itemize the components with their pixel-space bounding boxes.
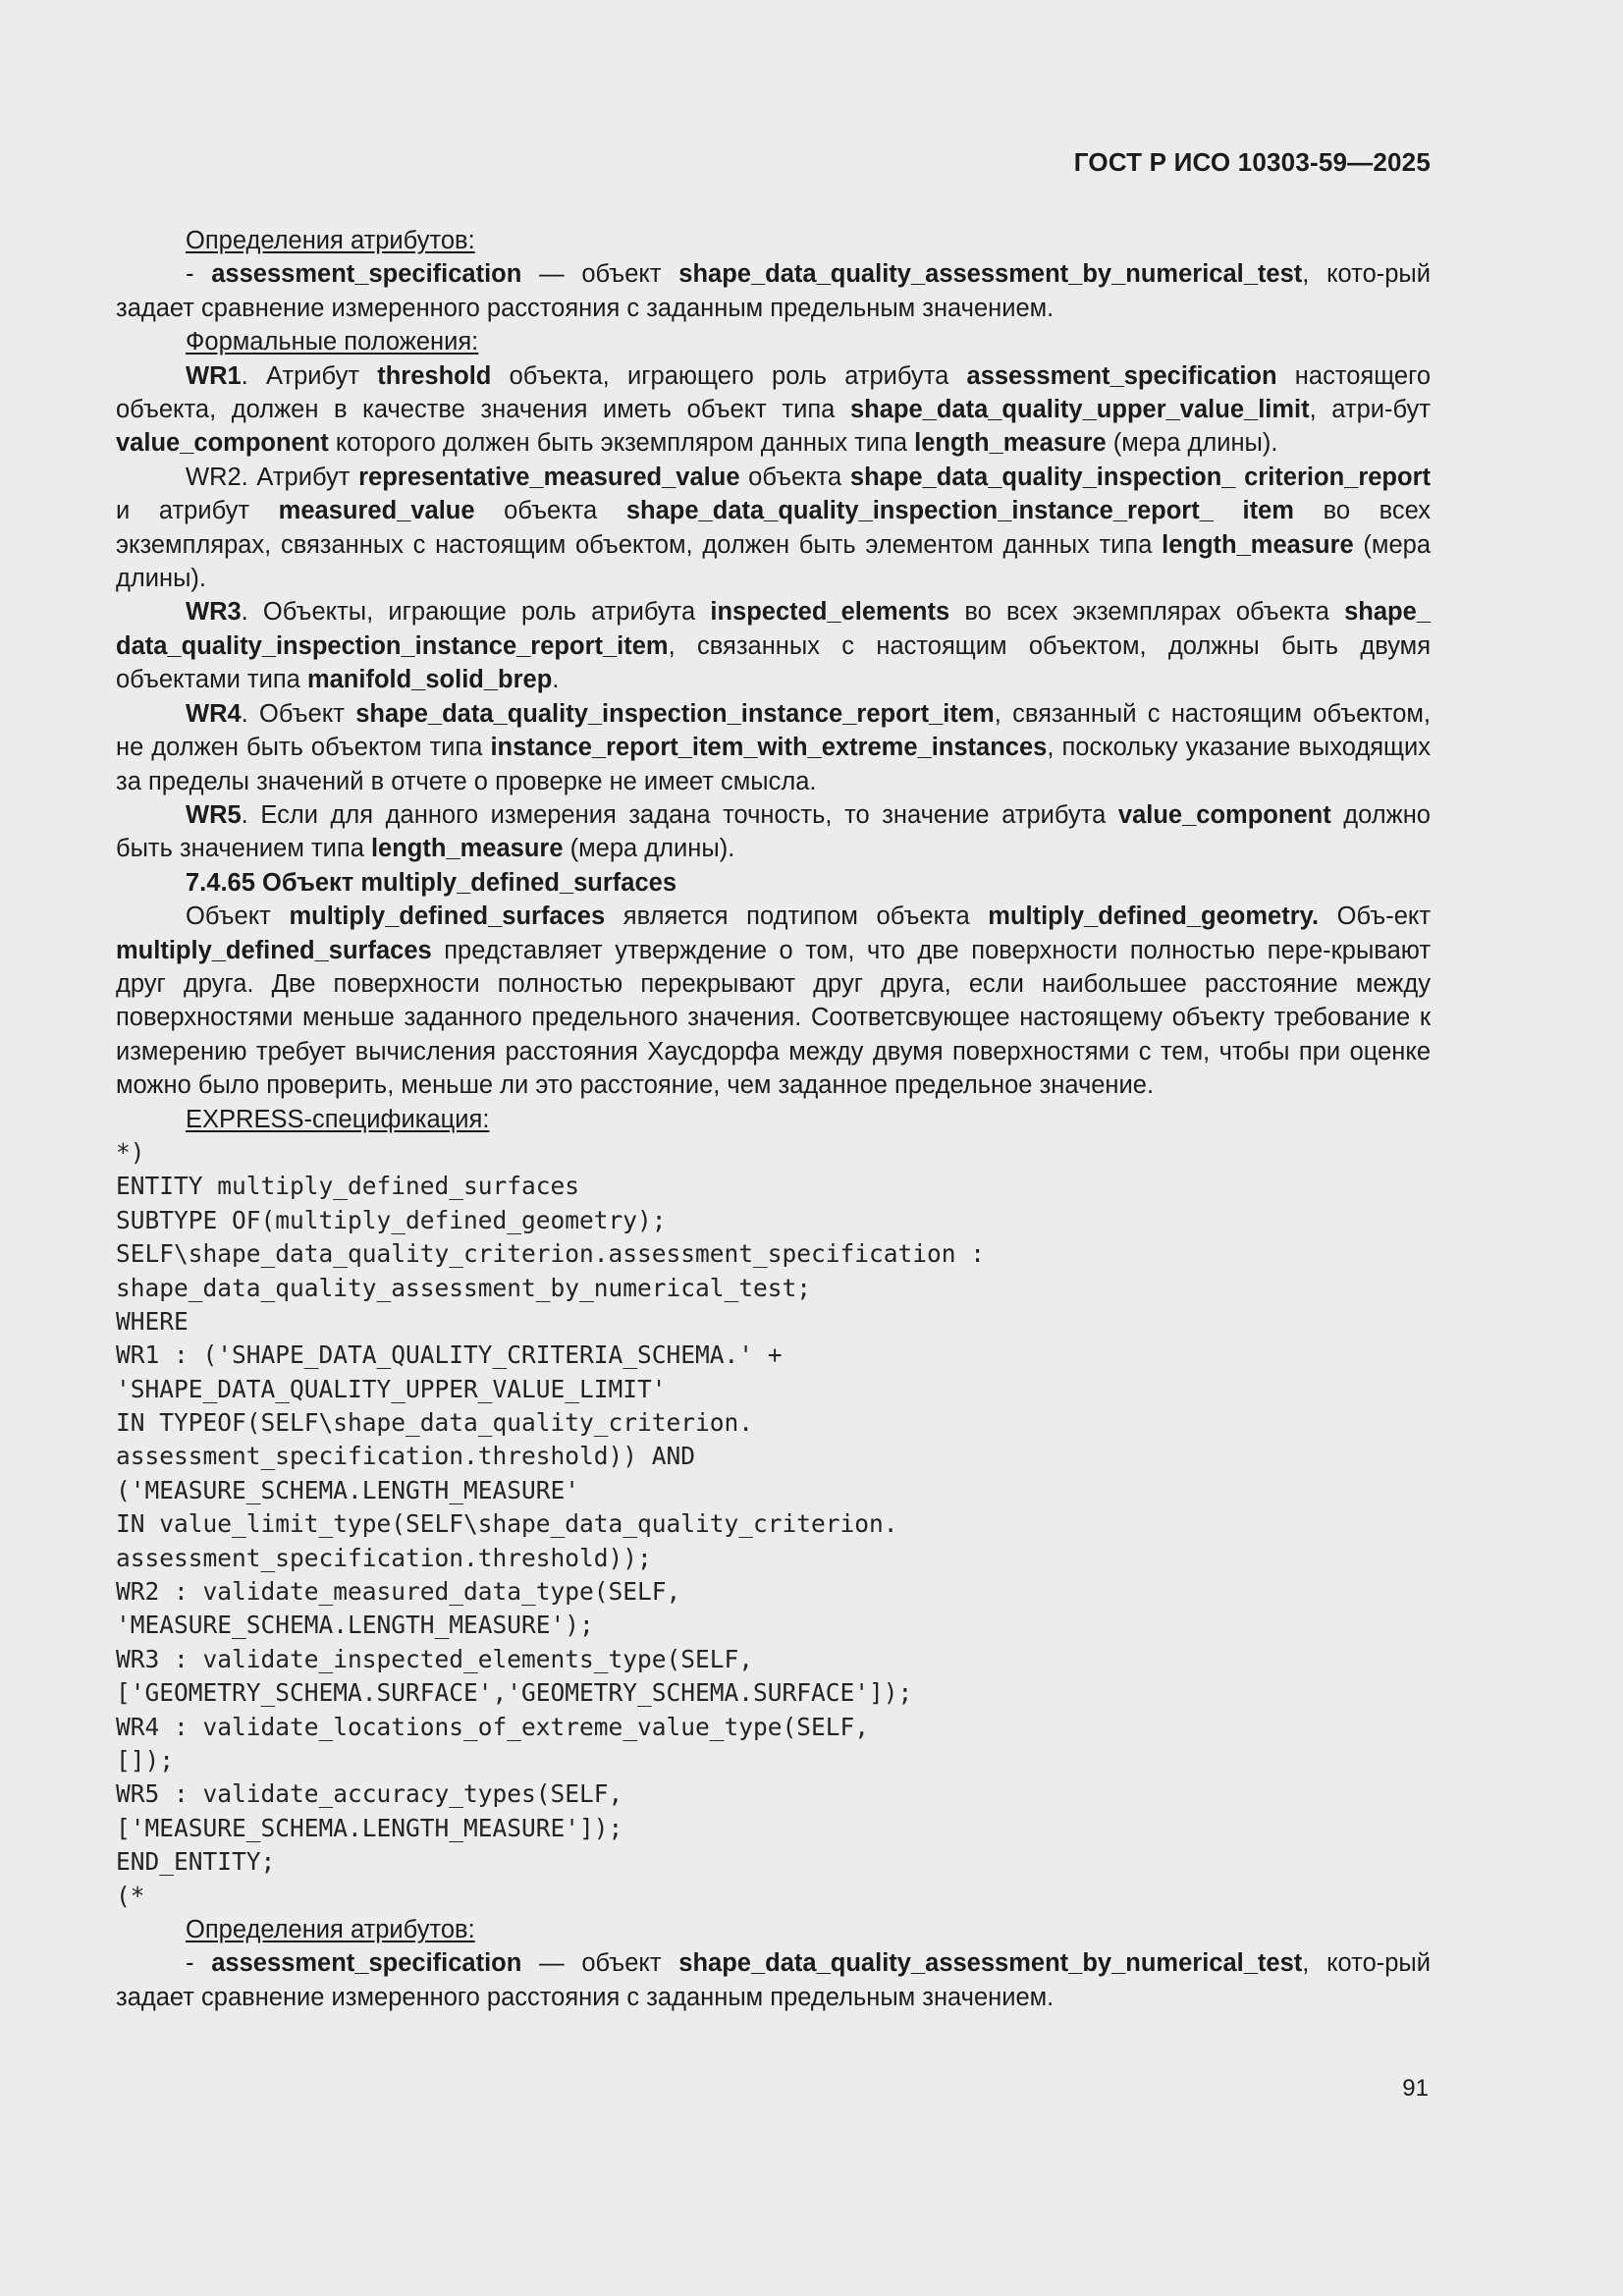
express-code-block	[116, 1136, 1431, 1913]
code-line: 'SHAPE_DATA_QUALITY_UPPER_VALUE_LIMIT'	[116, 1374, 667, 1403]
code-line: IN TYPEOF(SELF\shape_data_quality_criterion.	[116, 1408, 754, 1438]
code-line: SELF\shape_data_quality_criterion.assessment_specification :	[116, 1239, 986, 1269]
code-line: shape_data_quality_assessment_by_numerical_test;	[116, 1273, 812, 1302]
rule-wr5: WR5. Если для данного измерения задана точность, то значение атрибута value_component должно быть значением типа length_measure (мера длины).	[116, 800, 1431, 863]
standard-header: ГОСТ Р ИСО 10303-59—2025	[1073, 147, 1431, 177]
rule-wr4: WR4. Объект shape_data_quality_inspection_instance_report_item, связанный с настоящим объектом, не должен быть объектом типа instance_report_item_with_extreme_instances, поскольку указание выходящих за пределы значений в отчете о проверке не имеет смысла.	[116, 699, 1432, 795]
page-number: 91	[1402, 2075, 1429, 2102]
code-line: SUBTYPE OF(multiply_defined_geometry);	[116, 1205, 667, 1234]
code-line: ENTITY multiply_defined_surfaces	[116, 1172, 580, 1201]
code-line: assessment_specification.threshold)) AND	[116, 1442, 696, 1471]
attr-defs-heading-1: Определения атрибутов:	[186, 227, 475, 254]
code-line: ('MEASURE_SCHEMA.LENGTH_MEASURE'	[116, 1475, 580, 1504]
rule-wr1: WR1. Атрибут threshold объекта, играющего роль атрибута assessment_specification настоящего объекта, должен в качестве значения иметь объект типа shape_data_quality_upper_value_limit, атри-бут value_component которого должен быть экземпляром данных типа length_measure (мера длины).	[116, 361, 1432, 458]
code-line: assessment_specification.threshold));	[116, 1543, 652, 1572]
code-line: ['MEASURE_SCHEMA.LENGTH_MEASURE']);	[116, 1813, 623, 1842]
rule-wr2: WR2. Атрибут representative_measured_value объекта shape_data_quality_inspection_ criterion_report и атрибут measured_value объекта shape_data_quality_inspection_instance_report_ item во всех экземплярах, связанных с настоящим объектом, должен быть элементом данных типа length_measure (мера длины).	[116, 463, 1432, 593]
code-line: WR1 : ('SHAPE_DATA_QUALITY_CRITERIA_SCHEMA.' +	[116, 1340, 783, 1370]
code-line: ['GEOMETRY_SCHEMA.SURFACE','GEOMETRY_SCHEMA.SURFACE']);	[116, 1678, 913, 1708]
express-heading: EXPRESS-спецификация:	[186, 1105, 490, 1133]
code-line: IN value_limit_type(SELF\shape_data_quality_criterion.	[116, 1509, 898, 1539]
code-line: WR5 : validate_accuracy_types(SELF,	[116, 1779, 623, 1809]
attr-defs-heading-2: Определения атрибутов:	[186, 1915, 475, 1943]
attr-def-assessment-specification-2: - assessment_specification — объект shape_data_quality_assessment_by_numerical_test, кото-рый задает сравнение измеренного расстояния с заданным предельным значением.	[116, 1949, 1432, 2011]
formal-heading: Формальные положения:	[186, 328, 479, 356]
page-content	[116, 224, 1431, 2014]
code-line: 'MEASURE_SCHEMA.LENGTH_MEASURE');	[116, 1611, 594, 1640]
rule-wr3: WR3. Объекты, играющие роль атрибута inspected_elements во всех экземплярах объекта shape_ data_quality_inspection_instance_report_item, связанных с настоящим объектом, должны быть двумя объектами типа manifold_solid_brep.	[116, 598, 1431, 694]
code-line: (*	[116, 1881, 145, 1910]
attr-def-assessment-specification-1: - assessment_specification — объект shape_data_quality_assessment_by_numerical_test, кото-рый задает сравнение измеренного расстояния с заданным предельным значением.	[116, 260, 1432, 322]
code-line: []);	[116, 1746, 175, 1775]
code-line: WR4 : validate_locations_of_extreme_value_type(SELF,	[116, 1712, 870, 1741]
section-intro: Объект multiply_defined_surfaces является подтипом объекта multiply_defined_geometry. Объ-ект multiply_defined_surfaces представляет утверждение о том, что две поверхности полностью пере-крывают друг друга. Две поверхности полностью перекрывают друг друга, если наибольшее расстояние между поверхностями меньше заданного предельного значения. Соответсвующее настоящему объекту требование к измерению требует вычисления расстояния Хаусдорфа между двумя поверхностями с тем, чтобы при оценке можно было проверить, меньше ли это расстояние, чем заданное предельное значение.	[116, 902, 1431, 1100]
code-line: WR3 : validate_inspected_elements_type(SELF,	[116, 1644, 754, 1673]
code-line: END_ENTITY;	[116, 1847, 276, 1877]
section-title: 7.4.65 Объект multiply_defined_surfaces	[186, 868, 677, 897]
code-line: WHERE	[116, 1306, 189, 1336]
code-line: WR2 : validate_measured_data_type(SELF,	[116, 1577, 681, 1607]
code-line: *)	[116, 1137, 145, 1167]
